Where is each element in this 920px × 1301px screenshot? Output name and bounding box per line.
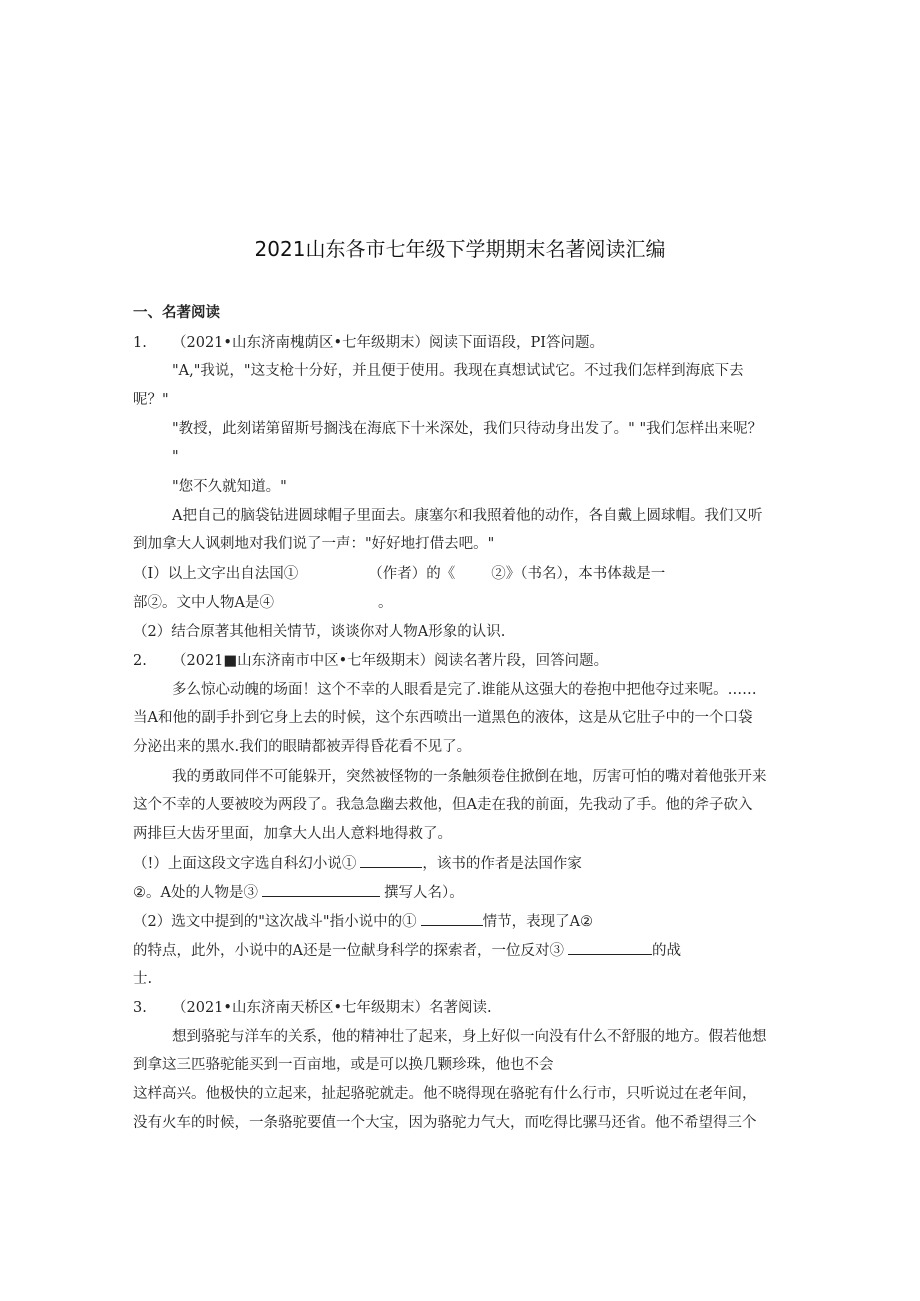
question-header: （2021•山东济南槐荫区•七年级期末）阅读下面语段，PI答问题。	[172, 335, 604, 351]
answer-blank[interactable]	[421, 911, 483, 926]
sub-question-line	[133, 940, 681, 961]
passage-line: 分泌出来的黑水.我们的眼睛都被弄得昏花看不见了。	[133, 739, 472, 755]
passage-line: A把自己的脑袋钻进圆球帽子里面去。康塞尔和我照着他的动作，各自戴上圆球帽。我们又听	[172, 508, 763, 524]
passage-line: "教授，此刻诺第留斯号搁浅在海底下十米深处，我们只待动身出发了。" "我们怎样出来呢？	[172, 421, 763, 437]
sub-question-line	[133, 853, 582, 874]
question-number: 1.	[133, 335, 147, 351]
answer-blank[interactable]	[455, 564, 491, 578]
sub-question-text: 情节，表现了A②	[482, 914, 594, 930]
passage-line: 多么惊心动魄的场面！这个不幸的人眼看是完了.谁能从这强大的卷抱中把他夺过来呢。……	[172, 682, 757, 698]
passage-line: 没有火车的时候，一条骆驼要值一个大宝，因为骆驼力气大，而吃得比骡马还省。他不希望得三个	[133, 1115, 757, 1131]
section-heading: 一、名著阅读	[133, 305, 220, 321]
answer-blank[interactable]	[360, 853, 422, 868]
passage-line: "	[172, 449, 179, 465]
answer-blank[interactable]	[568, 940, 652, 955]
sub-question-line: 士.	[133, 971, 153, 987]
sub-question-text: （作者）的《	[368, 566, 456, 582]
passage-line: 当A和他的副手扑到它身上去的时候，这个东西喷出一道黑色的液体，这是从它肚子中的一个口袋	[133, 710, 753, 726]
sub-question-text: ，该书的作者是法国作家	[422, 856, 582, 872]
passage-line: 这样高兴。他极快的立起来，扯起骆驼就走。他不晓得现在骆驼有什么行市，只听说过在老年间，	[133, 1086, 757, 1102]
passage-line: 到拿这三匹骆驼能买到一百亩地，或是可以换几颗珍珠，他也不会	[133, 1057, 554, 1073]
passage-line: 呢？"	[133, 392, 169, 408]
passage-line: 我的勇敢同伴不可能躲开，突然被怪物的一条触须卷住掀倒在地，厉害可怕的嘴对着他张开来	[172, 769, 767, 785]
sub-question-line	[133, 564, 665, 584]
document-title: 2021山东各市七年级下学期期末名著阅读汇编	[254, 237, 666, 261]
answer-blank[interactable]	[298, 564, 368, 578]
passage-line: 想到骆驼与洋车的关系，他的精神壮了起来，身上好似一向没有什么不舒服的地方。假若他想	[172, 1029, 767, 1045]
question-header: （2021■山东济南市中区•七年级期末）阅读名著片段，回答问题。	[172, 653, 609, 669]
passage-line: 到加拿大人讽刺地对我们说了一声："好好地打借去吧。"	[133, 536, 495, 552]
question-header: （2021•山东济南天桥区•七年级期末）名著阅读.	[172, 1000, 492, 1016]
passage-line: 两排巨大齿牙里面，加拿大人出人意料地得救了。	[133, 826, 452, 842]
sub-question-text: 的战	[651, 943, 681, 959]
sub-question-text: （2）选文中提到的"这次战斗"指小说中的①	[133, 914, 417, 930]
sub-question-line	[133, 911, 593, 932]
question-number: 3.	[133, 1000, 147, 1016]
sub-question-text: （I）以上文字出自法国①	[133, 566, 299, 582]
sub-question-text: ②。A处的人物是③	[133, 885, 258, 901]
sub-question-text: 的特点，此外，小说中的A还是一位献身科学的探索者，一位反对③	[133, 943, 564, 959]
sub-question-line	[133, 593, 392, 613]
sub-question-text: 。	[377, 595, 393, 611]
passage-line: "您不久就知道。"	[172, 479, 287, 495]
answer-blank[interactable]	[262, 882, 380, 897]
passage-line: 这个不幸的人要被咬为两段了。我急急幽去救他，但A走在我的前面，先我动了手。他的斧子砍入	[133, 797, 753, 813]
sub-question-line	[133, 882, 464, 903]
sub-question-line: （2）结合原著其他相关情节，谈谈你对人物A形象的认识.	[133, 624, 506, 640]
sub-question-text: 撰写人名）。	[383, 885, 464, 901]
passage-line: "A,"我说，"这支枪十分好，并且便于使用。我现在真想试试它。不过我们怎样到海底下去	[172, 363, 744, 379]
sub-question-text: 部②。文中人物A是④	[133, 595, 274, 611]
question-number: 2.	[133, 653, 147, 669]
sub-question-text: ②》（书名），本书体裁是一	[491, 566, 666, 582]
sub-question-text: （!）上面这段文字选自科幻小说①	[133, 856, 357, 872]
answer-blank[interactable]	[274, 593, 378, 607]
